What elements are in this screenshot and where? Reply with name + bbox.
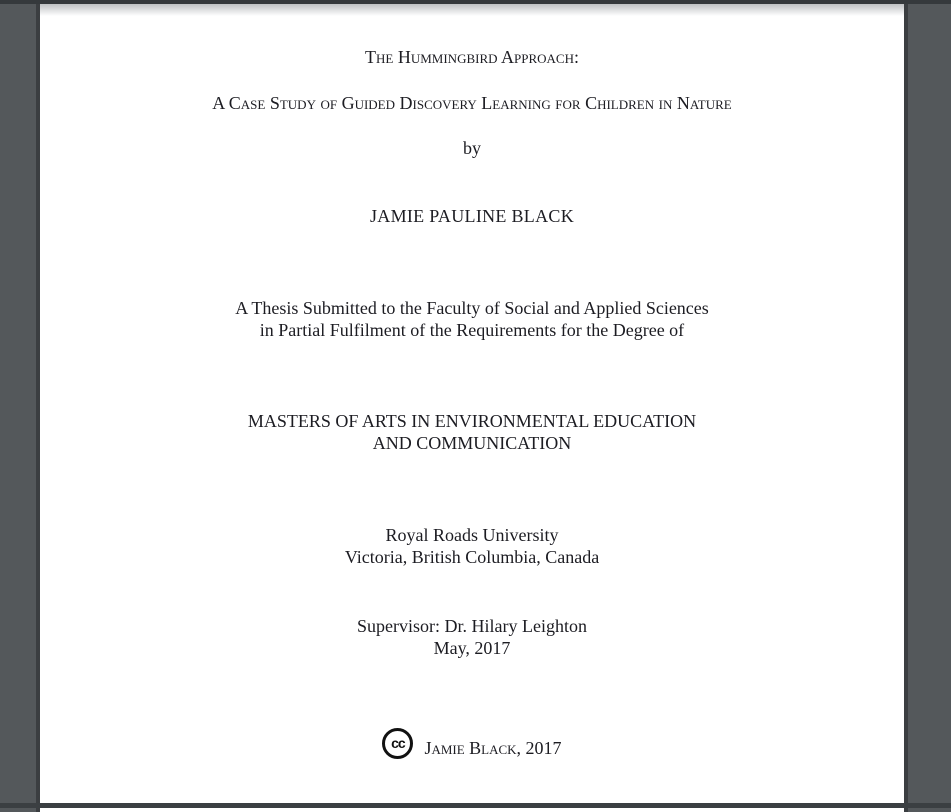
byline: by [463,138,481,158]
degree-line2: AND COMMUNICATION [372,433,572,453]
submission-statement [40,297,904,341]
author-name: JAMIE PAULINE BLACK [369,206,575,226]
creative-commons-icon: cc [382,728,413,759]
supervisor-block [40,615,904,659]
submission-line1: A Thesis Submitted to the Faculty of Social and Applied Sciences [235,298,709,318]
thesis-title-line1: The Hummingbird Approach: [365,47,579,67]
institution-location: Victoria, British Columbia, Canada [344,547,600,567]
degree-line1: MASTERS OF ARTS IN ENVIRONMENTAL EDUCATION [247,411,697,431]
page-top-shadow [40,4,904,16]
date-line: May, 2017 [433,638,511,658]
viewer-bottom-edge [0,803,951,808]
submission-line2: in Partial Fulfilment of the Requirements for the Degree of [259,320,685,340]
viewer-top-edge [0,0,951,4]
license-holder: Jamie Black, 2017 [424,737,562,758]
institution [40,524,904,568]
thesis-title-page [36,0,908,812]
degree-name [40,410,904,454]
license-line [40,728,904,759]
institution-name: Royal Roads University [385,525,559,545]
thesis-title-line2: A Case Study of Guided Discovery Learning for Children in Nature [212,93,732,113]
supervisor-line: Supervisor: Dr. Hilary Leighton [357,616,587,636]
